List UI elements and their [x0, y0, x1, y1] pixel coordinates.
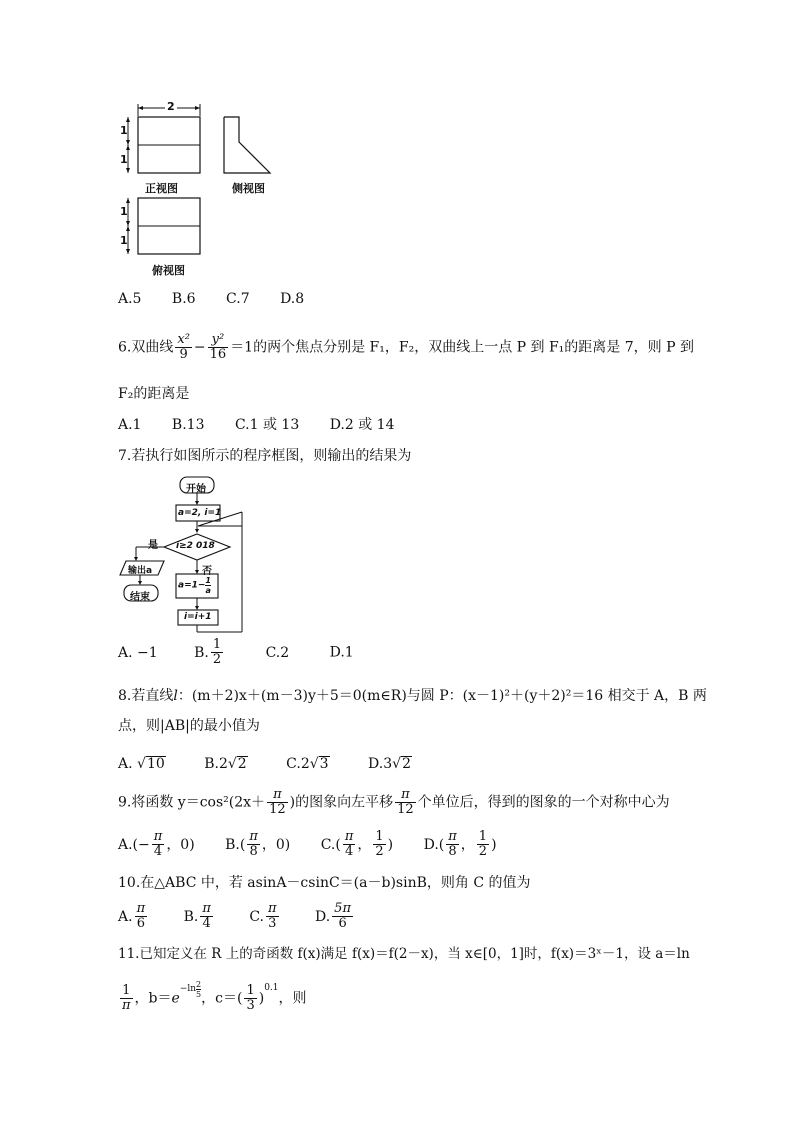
q6-option-d: D.2 或 14 [329, 417, 395, 433]
q11-b-exponent: −ln $\frac{2}{5}$ [179, 980, 202, 999]
q5-option-a: A.5 [118, 291, 142, 307]
q9-option-b: B.( $\frac{\pi}{8}$ ，0) [225, 829, 291, 859]
q6-fraction-y: $\frac{\text{y²}}{16}$ [209, 332, 227, 362]
q6-fraction-x: $\frac{\text{x²}}{9}$ [177, 332, 190, 362]
q11-c-fraction: $\frac{1}{3}$ [246, 983, 255, 1013]
q8-option-b: B.2√2 [204, 756, 247, 772]
q5-option-b: B.6 [171, 291, 196, 307]
three-view-figure [118, 100, 298, 280]
q11-a-fraction: $\frac{1}{\pi}$ [122, 983, 131, 1013]
flow-assign: a=1− $\frac{1}{a}$ [178, 576, 211, 595]
q10-option-c: C. $\frac{\pi}{3}$ [249, 901, 277, 931]
flow-increment: i=i+1 [184, 612, 212, 622]
q6-options [118, 418, 421, 432]
q5-option-c: C.7 [226, 291, 250, 307]
q6-prefix: 6.双曲线 [118, 339, 174, 356]
flow-condition: i≥2 018 [176, 541, 215, 551]
flow-end: 结束 [130, 592, 150, 603]
q7-options [118, 638, 354, 667]
q8-stem-line2: 点，则|AB|的最小值为 [118, 718, 260, 734]
q10-stem: 10.在△ABC 中，若 asinA－csinC＝(a－b)sinB，则角 C 的值为 [118, 875, 531, 891]
q9-stem: 9.将函数 y＝cos²(2x＋ $\frac{\pi}{12}$ )的图象向左平移 $\frac{\pi}{12}$ 个单位后，得到的图象的一个对称中心为 [118, 787, 670, 817]
q10-option-b: B. $\frac{\pi}{4}$ [183, 901, 211, 931]
q6-option-a: A.1 [118, 417, 142, 433]
q11-stem: 11.已知定义在 R 上的奇函数 f(x)满足 f(x)＝f(2－x)，当 x∈[0，1]时，f(x)＝3ˣ－1，设 a＝ln [118, 946, 690, 962]
front-view-label: 正视图 [145, 182, 178, 195]
side-view-label: 侧视图 [232, 182, 265, 195]
q9-fraction-2: $\frac{\pi}{12}$ [397, 787, 414, 817]
flowchart-drawing [118, 474, 258, 634]
q7-option-d: D.1 [329, 644, 354, 661]
flow-output: 输出a [128, 566, 153, 576]
q11-c-exponent: 0.1 [264, 983, 279, 993]
flow-start: 开始 [186, 484, 206, 495]
q10-option-a: A. $\frac{\pi}{6}$ [118, 901, 146, 931]
q9-option-d: D.( $\frac{\pi}{8}$ ， $\frac{1}{2}$ ) [423, 829, 497, 859]
q6-stem [118, 333, 694, 362]
q7-stem: 7.若执行如图所示的程序框图，则输出的结果为 [118, 448, 412, 464]
dim-top-lower: 1 [120, 234, 128, 247]
q9-fraction-1: $\frac{\pi}{12}$ [269, 787, 286, 817]
q8-option-d: D.3√2 [368, 756, 411, 772]
q7-option-b: B. $\frac{1}{2}$ [194, 637, 222, 667]
q7-option-a: A. −1 [118, 644, 158, 661]
q11-stem-line2: $\frac{1}{\pi}$ ，b＝e−ln $\frac{2}{5}$ ，c＝( $\frac{1}{3}$ )$^{0.1}$，则 [122, 980, 307, 1013]
q6-stem-line2: F₂的距离是 [118, 386, 190, 402]
dim-top-upper: 1 [120, 205, 128, 218]
q6-option-c: C.1 或 13 [234, 417, 300, 433]
q8-option-c: C.2√3 [286, 756, 329, 772]
q7-flowchart [118, 474, 258, 634]
dim-top-label: 2 [167, 100, 175, 113]
q7-option-c: C.2 [265, 644, 290, 661]
q8-options [118, 756, 412, 771]
q8-option-a: A. √10 [118, 756, 165, 772]
flow-no-label: 否 [202, 566, 212, 577]
dim-front-upper: 1 [120, 124, 128, 137]
q6-minus: − [193, 339, 206, 356]
q9-option-a: A.(− $\frac{\pi}{4}$ ，0) [118, 829, 195, 859]
q10-options [118, 902, 355, 931]
q6-option-b: B.13 [171, 417, 205, 433]
q8-stem: 8.若直线l：(m＋2)x＋(m－3)y＋5＝0(m∈R)与圆 P：(x－1)²＋(y＋2)²＝16 相交于 A，B 两 [118, 688, 707, 704]
dim-front-lower: 1 [120, 153, 128, 166]
q10-option-d: D. $\frac{5\pi}{6}$ [314, 901, 351, 931]
top-view-label: 俯视图 [152, 264, 185, 277]
q5-options [118, 292, 330, 306]
flow-init: a=2, i=1 [178, 508, 222, 518]
flow-yes-label: 是 [148, 540, 158, 551]
q9-option-c: C.( $\frac{\pi}{4}$ ， $\frac{1}{2}$ ) [320, 829, 394, 859]
q6-text: ＝1的两个焦点分别是 F₁，F₂，双曲线上一点 P 到 F₁的距离是 7，则 P 到 [230, 339, 694, 356]
q9-options [118, 830, 497, 859]
q5-option-d: D.8 [280, 291, 305, 307]
